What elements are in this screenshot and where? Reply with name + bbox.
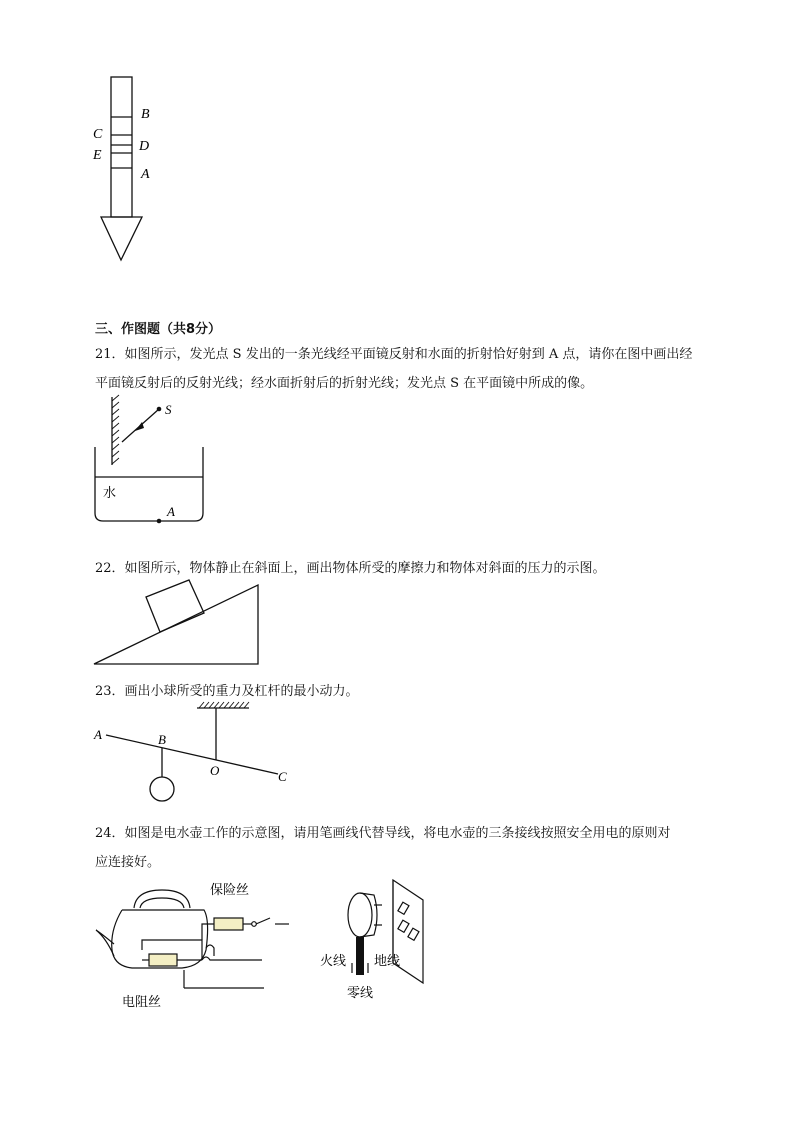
plug-socket-figure xyxy=(318,875,448,1005)
hydrometer-figure xyxy=(95,75,185,270)
q24-line2: 应连接好。 xyxy=(95,855,161,870)
label-point-a: A xyxy=(167,504,175,519)
q22-line1: 22．如图所示，物体静止在斜面上，画出物体所受的摩擦力和物体对斜面的压力的示图。 xyxy=(95,561,606,576)
kettle-figure xyxy=(92,880,292,1010)
q21-line1: 21．如图所示，发光点 S 发出的一条光线经平面镜反射和水面的折射恰好射到 A 点，请你在图中画出经 xyxy=(95,347,693,362)
label-e: E xyxy=(93,148,102,163)
label-ground: 地线 xyxy=(374,953,401,968)
q24-line1: 24．如图是电水壶工作的示意图，请用笔画线代替导线，将电水壶的三条接线按照安全用电的原则对 xyxy=(95,826,671,841)
label-s: S xyxy=(165,402,172,417)
label-neutral: 零线 xyxy=(347,985,374,1000)
q23-line1: 23．画出小球所受的重力及杠杆的最小动力。 xyxy=(95,684,359,699)
label-a: A xyxy=(141,167,150,182)
label-c: C xyxy=(93,127,103,142)
label-fuse: 保险丝 xyxy=(210,882,250,897)
incline-figure xyxy=(92,580,262,668)
label-d: D xyxy=(139,139,150,154)
label-lever-b: B xyxy=(158,732,166,747)
label-live: 火线 xyxy=(320,953,347,968)
lever-figure xyxy=(92,700,297,805)
mirror-water-figure xyxy=(92,395,217,527)
q21-line2: 平面镜反射后的反射光线；经水面折射后的折射光线；发光点 S 在平面镜中所成的像。 xyxy=(95,376,594,391)
section-title: 三、作图题（共8分） xyxy=(95,322,222,337)
label-resistor: 电阻丝 xyxy=(122,994,162,1009)
label-water: 水 xyxy=(103,485,117,500)
label-b: B xyxy=(141,107,150,122)
label-lever-o: O xyxy=(210,763,220,778)
label-lever-c: C xyxy=(278,769,287,784)
label-lever-a: A xyxy=(94,727,102,742)
